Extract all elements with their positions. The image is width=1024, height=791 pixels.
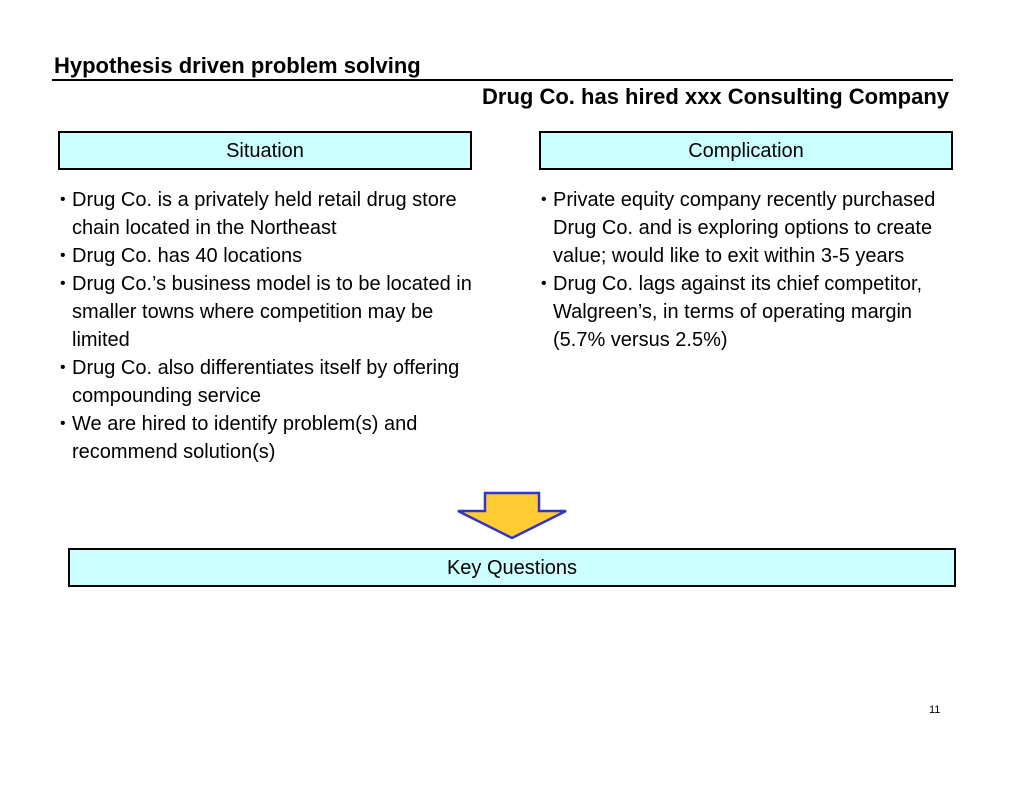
situation-bullet-list xyxy=(60,186,480,466)
complication-bullet-item xyxy=(541,270,961,354)
page-number: 11 xyxy=(929,704,941,716)
slide-subtitle: Drug Co. has hired xxx Consulting Company xyxy=(482,84,949,109)
down-arrow-shape xyxy=(458,493,566,538)
key-questions-box xyxy=(68,548,956,587)
situation-bullet-item xyxy=(60,410,480,466)
situation-bullet-item xyxy=(60,186,480,242)
complication-bullet-text: Private equity company recently purchased Drug Co. and is exploring options to create value; would like to exit within 3-5 years xyxy=(553,189,936,267)
bullet-dot-icon: • xyxy=(541,275,547,292)
title-divider xyxy=(52,79,953,81)
down-arrow-icon xyxy=(456,491,568,540)
complication-bullet-text: Drug Co. lags against its chief competitor, Walgreen’s, in terms of operating margin (5.7% versus 2.5%) xyxy=(553,273,923,351)
situation-bullet-text: We are hired to identify problem(s) and recommend solution(s) xyxy=(72,413,418,463)
bullet-dot-icon: • xyxy=(541,191,547,208)
situation-bullet-text: Drug Co.’s business model is to be located in smaller towns where competition may be limited xyxy=(72,273,472,351)
situation-bullet-item xyxy=(60,270,480,354)
situation-header-box xyxy=(58,131,472,170)
situation-bullet-text: Drug Co. is a privately held retail drug store chain located in the Northeast xyxy=(72,189,457,239)
situation-bullet-item xyxy=(60,242,480,270)
slide-title: Hypothesis driven problem solving xyxy=(54,53,421,78)
complication-bullet-item xyxy=(541,186,961,270)
situation-bullet-item xyxy=(60,354,480,410)
complication-label: Complication xyxy=(688,139,804,162)
bullet-dot-icon: • xyxy=(60,415,66,432)
bullet-dot-icon: • xyxy=(60,247,66,264)
situation-bullet-text: Drug Co. also differentiates itself by offering compounding service xyxy=(72,357,460,407)
situation-bullet-text: Drug Co. has 40 locations xyxy=(72,245,303,267)
bullet-dot-icon: • xyxy=(60,275,66,292)
complication-header-box xyxy=(539,131,953,170)
bullet-dot-icon: • xyxy=(60,359,66,376)
bullet-dot-icon: • xyxy=(60,191,66,208)
complication-bullet-list xyxy=(541,186,961,354)
key-questions-label: Key Questions xyxy=(446,556,578,579)
situation-label: Situation xyxy=(226,139,304,162)
